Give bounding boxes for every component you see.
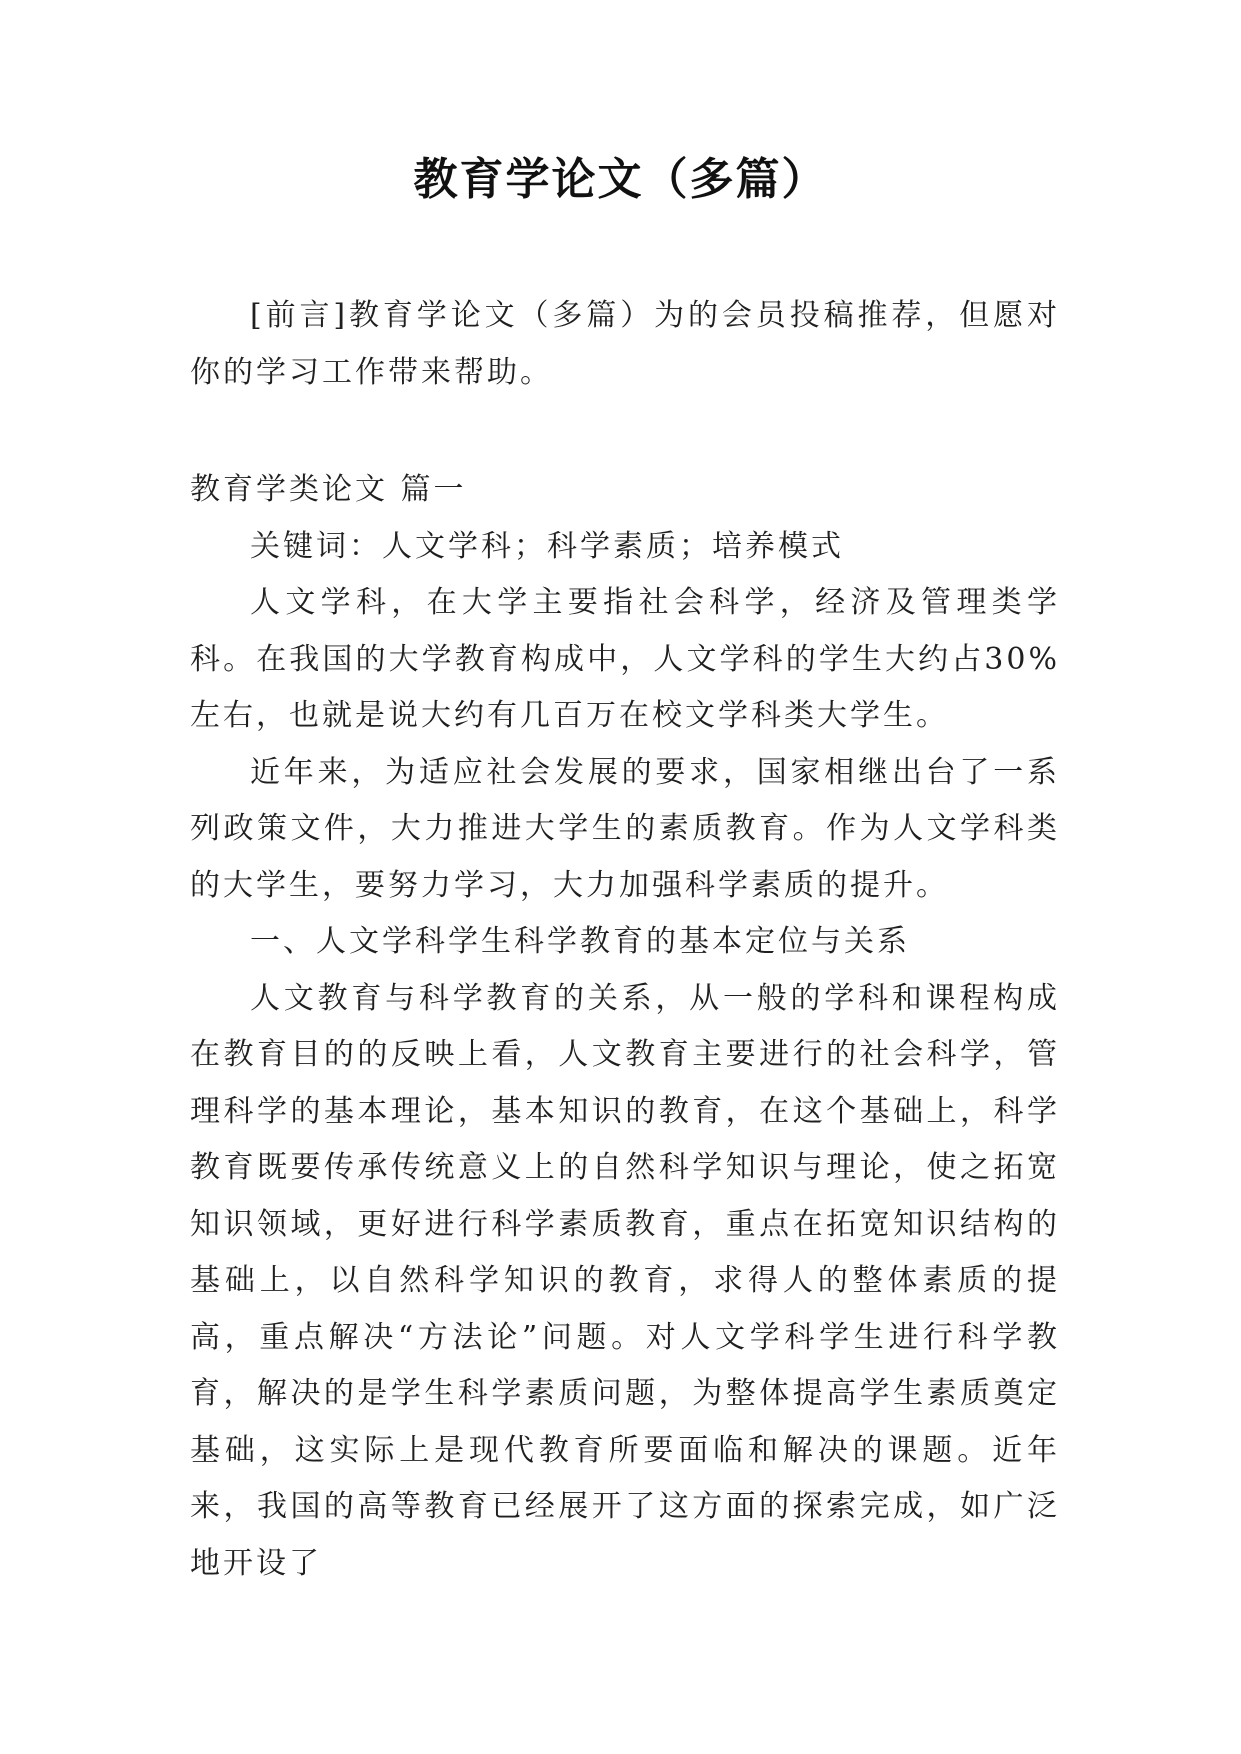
document-title: 教育学论文（多篇） xyxy=(413,154,828,205)
section-heading: 教育学类论文 篇一 xyxy=(190,472,467,507)
body-paragraph: 近年来，为适应社会发展的要求，国家相继出台了一系列政策文件，大力推进大学生的素质教育。作为人文学科类的大学生，要努力学习，大力加强科学素质的提升。 xyxy=(190,754,1060,903)
preface-block xyxy=(190,288,1060,401)
preface-paragraph: [前言]教育学论文（多篇）为的会员投稿推荐，但愿对你的学习工作带来帮助。 xyxy=(190,298,1060,390)
keywords-line: 关键词：人文学科；科学素质；培养模式 xyxy=(250,528,844,564)
body-paragraph: 人文学科，在大学主要指社会科学，经济及管理类学科。在我国的大学教育构成中，人文学科的学生大约占30%左右，也就是说大约有几百万在校文学科类大学生。 xyxy=(190,585,1060,733)
body-paragraph: 人文教育与科学教育的关系，从一般的学科和课程构成在教育目的的反映上看，人文教育主要进行的社会科学，管理科学的基本理论，基本知识的教育，在这个基础上，科学教育既要传承传统意义上的自然科学知识与理论，使之拓宽知识领域，更好进行科学素质教育，重点在拓宽知识结构的基础上，以自然科学知识的教育，求得人的整体素质的提高，重点解决“方法论”问题。对人文学科学生进行科学教育，解决的是学生科学素质问题，为整体提高学生素质奠定基础，这实际上是现代教育所要面临和解决的课题。近年来，我国的高等教育已经展开了这方面的探索完成，如广泛地开设了 xyxy=(190,980,1060,1581)
subsection-heading: 一、人文学科学生科学教育的基本定位与关系 xyxy=(250,924,910,959)
article-body xyxy=(190,462,1060,1592)
